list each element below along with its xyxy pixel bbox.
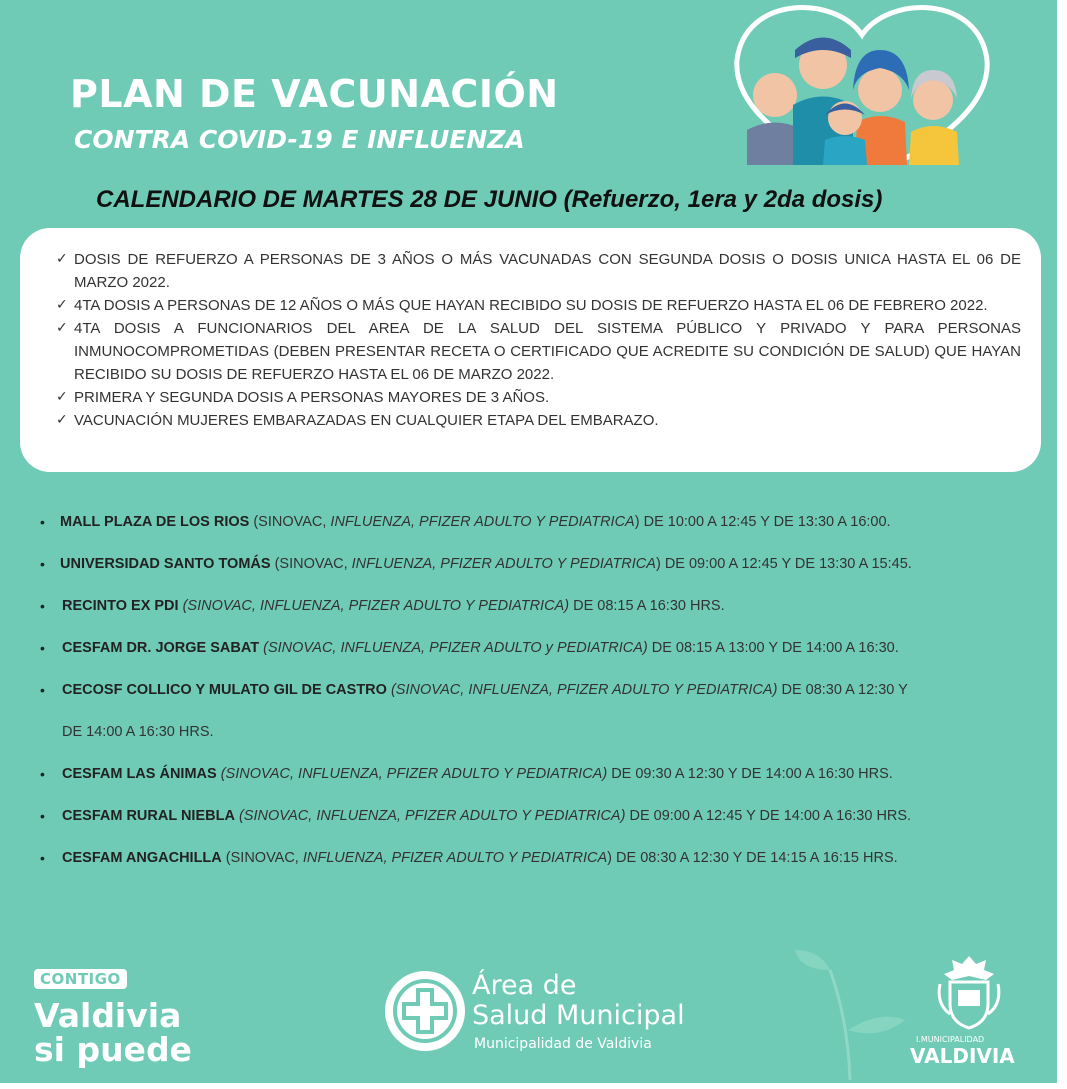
valdivia-crest-icon <box>934 954 1004 1030</box>
bullet-icon: • <box>40 682 45 698</box>
checkmark-icon: ✓ <box>56 320 68 336</box>
eligibility-item <box>56 294 1021 317</box>
site-schedule: DE 08:15 A 16:30 HRS. <box>569 598 725 614</box>
bullet-icon: • <box>40 556 45 572</box>
contigo-badge: CONTIGO <box>34 969 127 989</box>
site-name: CESFAM LAS ÁNIMAS <box>62 766 217 782</box>
site-vaccines-open: (SINOVAC, <box>221 850 303 866</box>
vaccination-sites-list <box>38 509 1048 887</box>
checkmark-icon: ✓ <box>56 412 68 428</box>
site-schedule: DE 08:30 A 12:30 Y <box>777 682 908 698</box>
site-name: CECOSF COLLICO Y MULATO GIL DE CASTRO <box>62 682 387 698</box>
site-schedule: DE 10:00 A 12:45 Y DE 13:30 A 16:00. <box>639 514 891 530</box>
eligibility-panel <box>20 228 1041 472</box>
site-schedule: DE 09:00 A 12:45 Y DE 13:30 A 15:45. <box>660 556 912 572</box>
poster-footer <box>0 950 1057 1083</box>
site-vaccines-open: (SINOVAC, <box>270 556 352 572</box>
site-cesfam-las-animas <box>38 761 1048 787</box>
site-name: RECINTO EX PDI <box>62 598 179 614</box>
site-schedule: DE 09:30 A 12:30 Y DE 14:00 A 16:30 HRS. <box>607 766 893 782</box>
site-cesfam-jorge-sabat <box>38 635 1048 661</box>
site-mall-plaza <box>38 509 1048 535</box>
site-santo-tomas <box>38 551 1048 577</box>
medical-cross-logo-icon <box>382 968 468 1054</box>
area-de-label: Área de <box>472 970 577 1001</box>
checkmark-icon: ✓ <box>56 297 68 313</box>
eligibility-text: DOSIS DE REFUERZO A PERSONAS DE 3 AÑOS O MÁS VACUNADAS CON SEGUNDA DOSIS O DOSIS UNICA HASTA EL 06 DE MARZO 2022. <box>74 251 1021 291</box>
poster-title: PLAN DE VACUNACIÓN <box>70 72 559 116</box>
site-vaccines-close: ) <box>655 556 661 572</box>
bullet-icon: • <box>40 850 45 866</box>
bullet-icon: • <box>40 766 45 782</box>
salud-municipal-label: Salud Municipal <box>472 1000 685 1031</box>
plant-watermark-icon <box>790 950 910 1080</box>
site-name: UNIVERSIDAD SANTO TOMÁS <box>60 556 271 572</box>
checkmark-icon: ✓ <box>56 251 68 267</box>
site-cesfam-rural-niebla <box>38 803 1048 829</box>
site-vaccines: (SINOVAC, INFLUENZA, PFIZER ADULTO Y PEDIATRICA) <box>182 598 570 614</box>
eligibility-text: VACUNACIÓN MUJERES EMBARAZADAS EN CUALQUIER ETAPA DEL EMBARAZO. <box>74 412 659 429</box>
bullet-icon: • <box>40 598 45 614</box>
si-puede-wordmark: si puede <box>34 1030 192 1069</box>
site-vaccines: INFLUENZA, PFIZER ADULTO Y PEDIATRICA <box>302 850 608 866</box>
site-vaccines: (SINOVAC, INFLUENZA, PFIZER ADULTO Y PEDIATRICA) <box>390 682 778 698</box>
site-name: CESFAM ANGACHILLA <box>62 850 222 866</box>
site-vaccines-close: ) <box>607 850 613 866</box>
eligibility-text: 4TA DOSIS A FUNCIONARIOS DEL AREA DE LA SALUD DEL SISTEMA PÚBLICO Y PRIVADO Y PARA PERSONAS INMUNOCOMPROMETIDAS (DEBEN PRESENTAR RECETA O CERTIFICADO QUE ACREDITE SU CONDICIÓN DE SALUD) QUE HAYAN RECIBIDO SU DOSIS DE REFUERZO HASTA EL 06 DE MARZO 2022. <box>74 320 1021 383</box>
valdivia-municipality-label: VALDIVIA <box>910 1044 1015 1068</box>
eligibility-item <box>56 409 1021 432</box>
site-vaccines: (SINOVAC, INFLUENZA, PFIZER ADULTO Y PEDIATRICA) <box>238 808 626 824</box>
site-vaccines: (SINOVAC, INFLUENZA, PFIZER ADULTO Y PEDIATRICA) <box>220 766 608 782</box>
site-vaccines-open: (SINOVAC, <box>249 514 331 530</box>
site-schedule: DE 08:15 A 13:00 Y DE 14:00 A 16:30. <box>647 640 899 656</box>
family-heart-illustration-icon <box>725 0 1000 165</box>
eligibility-text: 4TA DOSIS A PERSONAS DE 12 AÑOS O MÁS QUE HAYAN RECIBIDO SU DOSIS DE REFUERZO HASTA EL 06 DE FEBRERO 2022. <box>74 297 988 314</box>
site-vaccines: (SINOVAC, INFLUENZA, PFIZER ADULTO y PEDIATRICA) <box>263 640 648 656</box>
valdivia-wordmark: Valdivia <box>34 996 182 1035</box>
site-vaccines: INFLUENZA, PFIZER ADULTO Y PEDIATRICA <box>351 556 656 572</box>
site-cesfam-angachilla <box>38 845 1048 871</box>
site-schedule-continued: DE 14:00 A 16:30 HRS. <box>62 724 214 740</box>
bullet-icon: • <box>40 514 45 530</box>
site-vaccines: INFLUENZA, PFIZER ADULTO Y PEDIATRICA <box>330 514 635 530</box>
checkmark-icon: ✓ <box>56 389 68 405</box>
municipalidad-small-label: I.MUNICIPALIDAD <box>916 1035 985 1044</box>
site-name: CESFAM RURAL NIEBLA <box>62 808 235 824</box>
site-vaccines-close: ) <box>634 514 640 530</box>
eligibility-text: PRIMERA Y SEGUNDA DOSIS A PERSONAS MAYORES DE 3 AÑOS. <box>74 389 550 406</box>
eligibility-item <box>56 248 1021 294</box>
municipalidad-label: Municipalidad de Valdivia <box>474 1036 652 1052</box>
site-cecosf-collico <box>38 677 1048 745</box>
site-name: CESFAM DR. JORGE SABAT <box>62 640 260 656</box>
eligibility-item <box>56 317 1021 386</box>
eligibility-item <box>56 386 1021 409</box>
bullet-icon: • <box>40 808 45 824</box>
bullet-icon: • <box>40 640 45 656</box>
site-schedule: DE 08:30 A 12:30 Y DE 14:15 A 16:15 HRS. <box>612 850 898 866</box>
site-name: MALL PLAZA DE LOS RIOS <box>60 514 250 530</box>
site-schedule: DE 09:00 A 12:45 Y DE 14:00 A 16:30 HRS. <box>625 808 912 824</box>
site-recinto-ex-pdi <box>38 593 1048 619</box>
calendar-heading: CALENDARIO DE MARTES 28 DE JUNIO (Refuerzo, 1era y 2da dosis) <box>96 186 883 213</box>
poster-subtitle: CONTRA COVID-19 E INFLUENZA <box>74 125 525 154</box>
